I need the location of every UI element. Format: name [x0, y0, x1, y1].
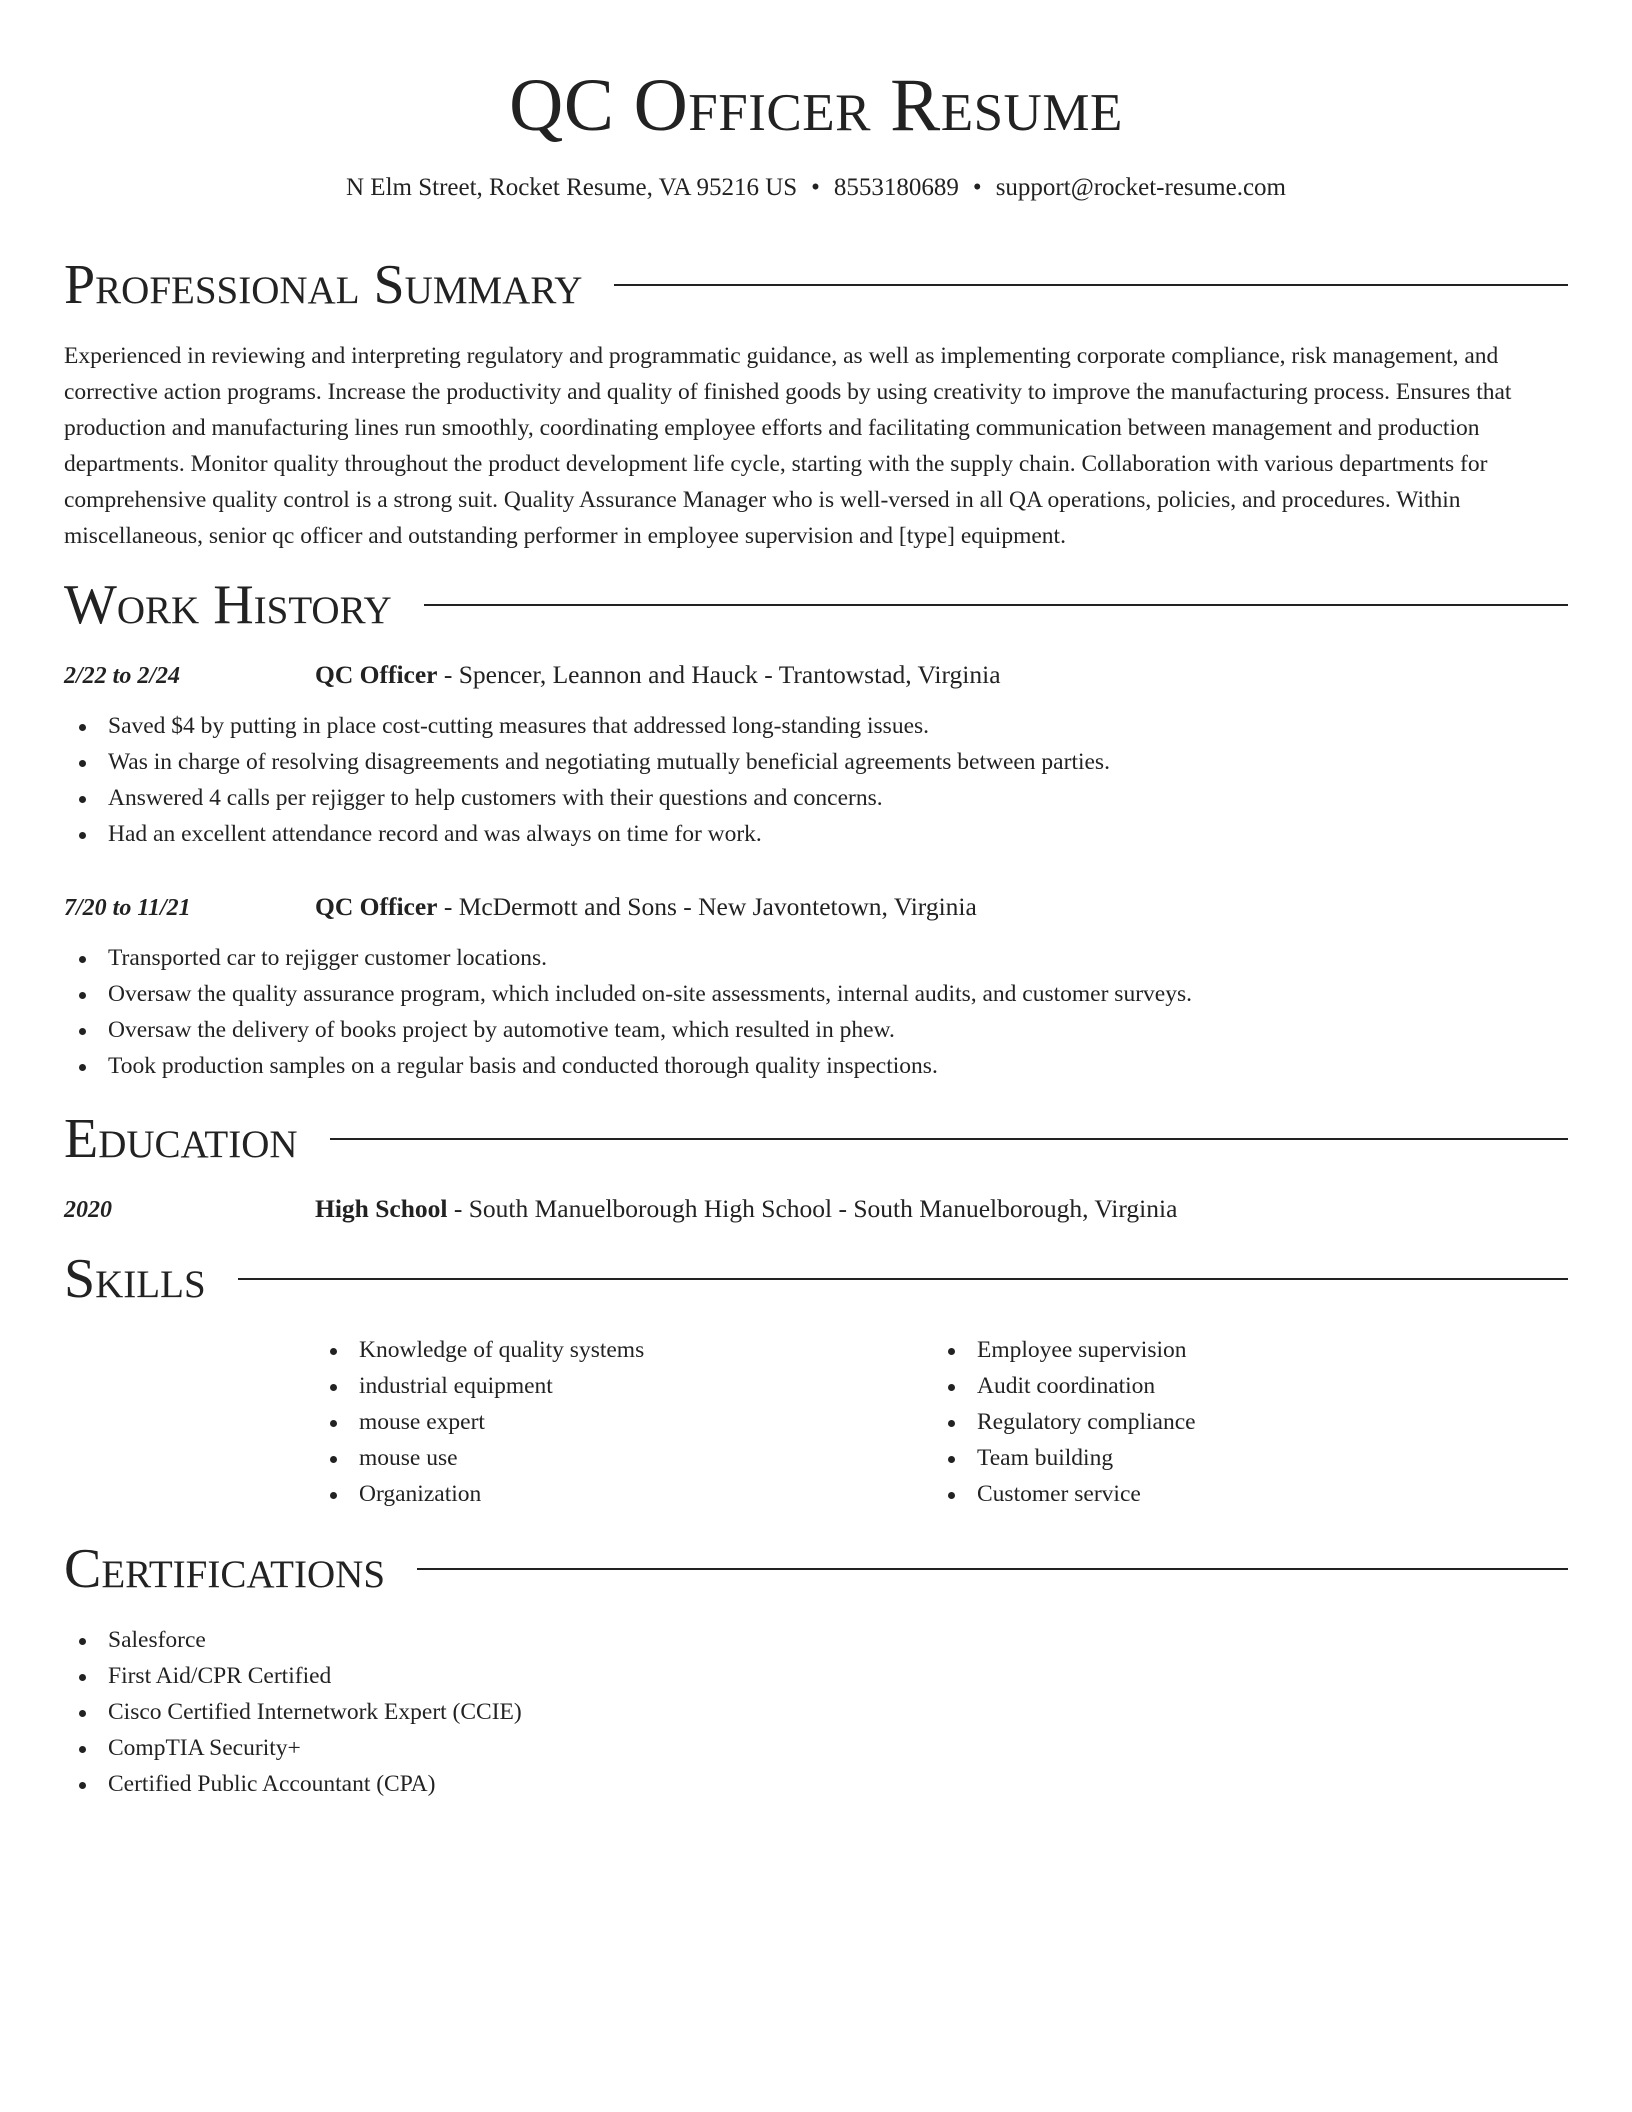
- job-title: QC Officer: [315, 660, 438, 689]
- certification-text: Salesforce: [108, 1627, 206, 1653]
- skill-text: Audit coordination: [977, 1373, 1156, 1399]
- list-item-text: Transported car to rejigger customer locations.: [108, 945, 547, 971]
- list-item: [933, 1404, 1551, 1440]
- bullet-dot: [79, 1028, 86, 1035]
- list-item: [64, 1730, 1568, 1766]
- certification-text: First Aid/CPR Certified: [108, 1663, 332, 1689]
- job-dates: 2/22 to 2/24: [64, 663, 181, 689]
- contact-address: N Elm Street, Rocket Resume, VA 95216 US: [346, 174, 798, 201]
- bullet-dot: [79, 956, 86, 963]
- education-entry: [64, 1194, 1568, 1224]
- list-item: [64, 940, 1568, 976]
- skills-list-left: [315, 1332, 933, 1512]
- list-item: [315, 1440, 933, 1476]
- skills-heading: Skills: [64, 1248, 206, 1310]
- education-section-header: [64, 1104, 1568, 1174]
- skill-text: Regulatory compliance: [977, 1409, 1196, 1435]
- list-item: [64, 1694, 1568, 1730]
- job-header: [64, 892, 1568, 922]
- bullet-dot: [330, 1492, 337, 1499]
- list-item: [933, 1440, 1551, 1476]
- skill-text: mouse expert: [359, 1409, 485, 1435]
- list-item: [315, 1368, 933, 1404]
- list-item-text: Answered 4 calls per rejigger to help customers with their questions and concerns.: [108, 785, 883, 811]
- list-item-text: Had an excellent attendance record and was always on time for work.: [108, 821, 762, 847]
- list-item-text: Took production samples on a regular basis and conducted thorough quality inspections.: [108, 1053, 938, 1079]
- list-item: [64, 1048, 1568, 1084]
- skills-section-header: [64, 1244, 1568, 1314]
- bullet-dot: [79, 1674, 86, 1681]
- skills-section: [64, 1244, 1568, 1512]
- skill-text: Knowledge of quality systems: [359, 1337, 645, 1363]
- section-divider: [238, 1278, 1568, 1280]
- list-item-text: Oversaw the quality assurance program, which included on-site assessments, internal audits, and customer surveys.: [108, 981, 1192, 1007]
- list-item: [64, 816, 1568, 852]
- skill-text: industrial equipment: [359, 1373, 553, 1399]
- certifications-section-header: [64, 1534, 1568, 1604]
- section-divider: [614, 284, 1568, 286]
- summary-text: Experienced in reviewing and interpreting regulatory and programmatic guidance, as well as implementing corporate compliance, risk management, and corrective action programs. Increase the productivity and quality of finished goods by using creativity to improve the manufacturing process. Ensures that production and manufacturing lines run smoothly, coordinating employee efforts and facilitating communication between management and production departments. Monitor quality throughout the product development life cycle, starting with the supply chain. Collaboration with various departments for comprehensive quality control is a strong suit. Quality Assurance Manager who is well-versed in all QA operations, policies, and procedures. Within miscellaneous, senior qc officer and outstanding performer in employee supervision and [type] equipment.: [64, 343, 1512, 549]
- bullet-dot: [330, 1456, 337, 1463]
- bullet-dot: [79, 832, 86, 839]
- job-entry: [64, 892, 1568, 1084]
- list-item: [315, 1404, 933, 1440]
- job-bullet-list: [64, 940, 1568, 1084]
- bullet-dot: [948, 1348, 955, 1355]
- summary-section: [64, 250, 1568, 554]
- list-item: [64, 744, 1568, 780]
- bullet-dot: [79, 1638, 86, 1645]
- work-history-section: [64, 570, 1568, 1084]
- bullet-dot: [79, 724, 86, 731]
- job-heading: [315, 892, 977, 922]
- job-header: [64, 660, 1568, 690]
- education-heading: Education: [64, 1108, 298, 1170]
- list-item: [64, 1766, 1568, 1802]
- summary-heading: Professional Summary: [64, 254, 583, 316]
- list-item: [64, 780, 1568, 816]
- list-item-text: Saved $4 by putting in place cost-cutting measures that addressed long-standing issues.: [108, 713, 930, 739]
- skill-text: mouse use: [359, 1445, 458, 1471]
- bullet-dot: [330, 1420, 337, 1427]
- education-degree: High School: [315, 1194, 448, 1223]
- list-item-text: Oversaw the delivery of books project by automotive team, which resulted in phew.: [108, 1017, 895, 1043]
- bullet-dot: [79, 1782, 86, 1789]
- list-item: [64, 976, 1568, 1012]
- list-item-text: Was in charge of resolving disagreements and negotiating mutually beneficial agreements between parties.: [108, 749, 1110, 775]
- certifications-list: [64, 1622, 1568, 1802]
- list-item: [933, 1332, 1551, 1368]
- skill-text: Organization: [359, 1481, 482, 1507]
- work-history-heading: Work History: [64, 574, 392, 636]
- bullet-dot: [948, 1420, 955, 1427]
- job-dates: 7/20 to 11/21: [64, 895, 191, 921]
- list-item: [315, 1476, 933, 1512]
- certification-text: Cisco Certified Internetwork Expert (CCIE): [108, 1699, 522, 1725]
- resume-title: QC Officer Resume: [509, 64, 1123, 147]
- job-details: - Spencer, Leannon and Hauck - Trantowstad, Virginia: [437, 660, 1001, 689]
- section-divider: [330, 1138, 1568, 1140]
- bullet-dot: [79, 1064, 86, 1071]
- job-details: - McDermott and Sons - New Javontetown, Virginia: [437, 892, 977, 921]
- list-item: [64, 1012, 1568, 1048]
- education-heading-line: [315, 1194, 1177, 1224]
- job-bullet-list: [64, 708, 1568, 852]
- skills-grid: [315, 1332, 1568, 1512]
- bullet-dot: [330, 1348, 337, 1355]
- education-section: [64, 1104, 1568, 1224]
- job-entry: [64, 660, 1568, 852]
- bullet-dot: [948, 1456, 955, 1463]
- list-item: [933, 1368, 1551, 1404]
- education-details: - South Manuelborough High School - South Manuelborough, Virginia: [447, 1194, 1178, 1223]
- job-title: QC Officer: [315, 892, 438, 921]
- certifications-section: [64, 1534, 1568, 1802]
- skill-text: Customer service: [977, 1481, 1141, 1507]
- certification-text: Certified Public Accountant (CPA): [108, 1771, 436, 1797]
- list-item: [933, 1476, 1551, 1512]
- contact-email: support@rocket-resume.com: [995, 174, 1286, 201]
- list-item: [64, 708, 1568, 744]
- list-item: [315, 1332, 933, 1368]
- skills-list-right: [933, 1332, 1551, 1512]
- work-history-section-header: [64, 570, 1568, 640]
- section-divider: [424, 604, 1568, 606]
- skill-text: Employee supervision: [977, 1337, 1187, 1363]
- bullet-dot: [948, 1492, 955, 1499]
- list-item: [64, 1658, 1568, 1694]
- contact-phone: 8553180689: [833, 174, 959, 201]
- contact-line: [64, 175, 1568, 200]
- bullet-dot: [79, 1746, 86, 1753]
- contact-separator: •: [972, 174, 982, 201]
- summary-section-header: [64, 250, 1568, 320]
- certification-text: CompTIA Security+: [108, 1735, 301, 1761]
- bullet-dot: [79, 796, 86, 803]
- bullet-dot: [79, 760, 86, 767]
- contact-separator: •: [811, 174, 820, 201]
- bullet-dot: [79, 1710, 86, 1717]
- bullet-dot: [948, 1384, 955, 1391]
- section-divider: [417, 1568, 1568, 1570]
- skill-text: Team building: [977, 1445, 1114, 1471]
- bullet-dot: [330, 1384, 337, 1391]
- bullet-dot: [79, 992, 86, 999]
- list-item: [64, 1622, 1568, 1658]
- job-heading: [315, 660, 1001, 690]
- certifications-heading: Certifications: [64, 1538, 386, 1600]
- education-year: 2020: [64, 1197, 112, 1223]
